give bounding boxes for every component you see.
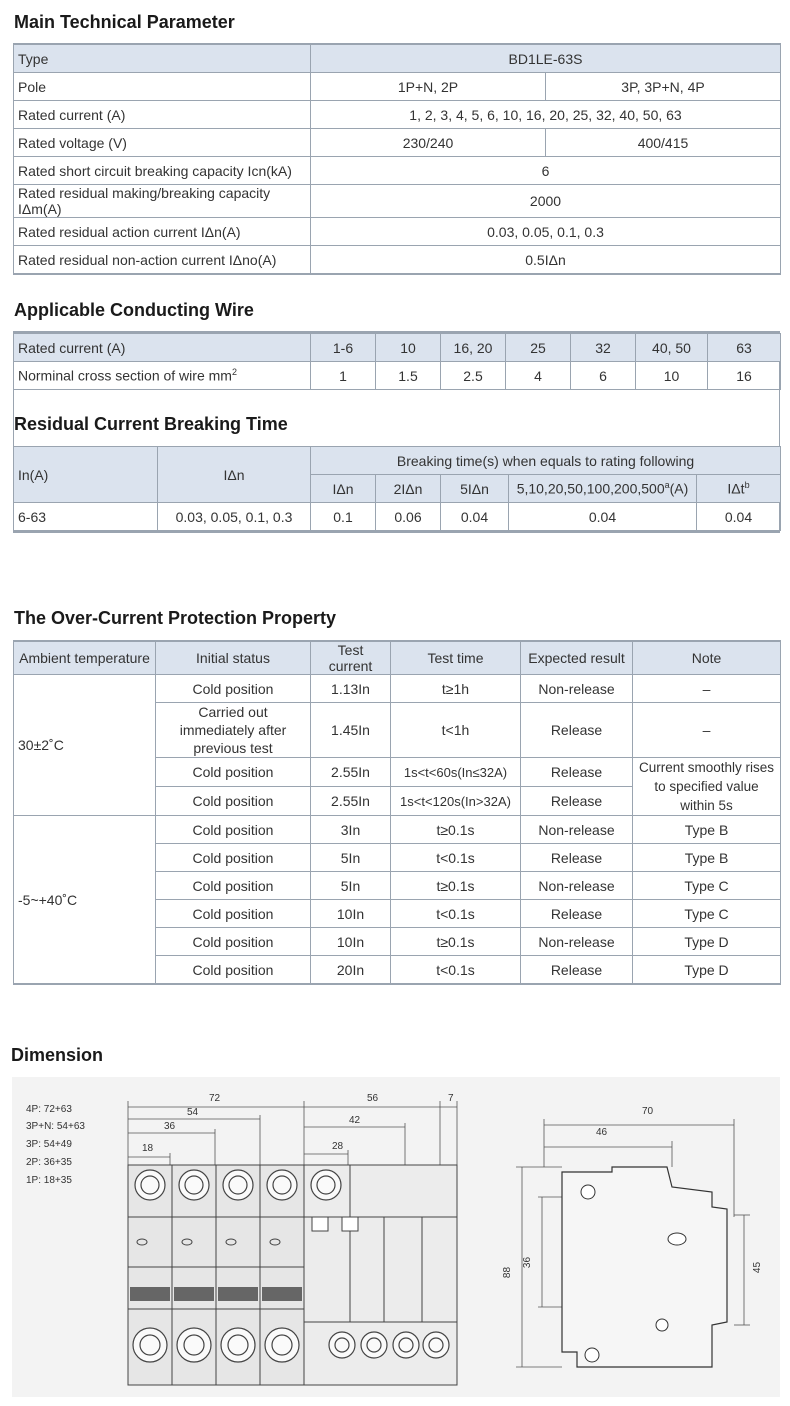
cell-value: t≥0.1s bbox=[391, 872, 521, 900]
cell-value: t≥0.1s bbox=[391, 928, 521, 956]
cell-value: 0.04 bbox=[697, 503, 781, 531]
cell-value: 0.03, 0.05, 0.1, 0.3 bbox=[311, 218, 781, 246]
dim-front-0: 72 bbox=[209, 1093, 221, 1104]
cell-value: 10In bbox=[311, 928, 391, 956]
cell-label: Pole bbox=[14, 73, 311, 101]
cell-value: 16, 20 bbox=[441, 334, 506, 362]
table-row bbox=[14, 246, 781, 275]
dimension-title: Dimension bbox=[11, 1045, 104, 1065]
cell-value: 25 bbox=[506, 334, 571, 362]
cell-value: 10In bbox=[311, 900, 391, 928]
table-row bbox=[14, 816, 781, 844]
dim-side-2: 88 bbox=[502, 1266, 514, 1279]
cell-value: 6-63 bbox=[14, 503, 158, 531]
cell-value: BD1LE-63S bbox=[311, 44, 781, 73]
cell-value: 1-6 bbox=[311, 334, 376, 362]
cell-header: In(A) bbox=[14, 447, 158, 503]
cell-note: Type C bbox=[633, 900, 781, 928]
cell-value: 6 bbox=[311, 157, 781, 185]
superscript: 2 bbox=[231, 367, 237, 378]
table-row bbox=[14, 73, 781, 101]
cell-label: Rated residual action current IΔn(A) bbox=[14, 218, 311, 246]
cell-value: t≥1h bbox=[391, 675, 521, 703]
wire-title: Applicable Conducting Wire bbox=[14, 300, 254, 320]
cell-value: Cold position bbox=[156, 758, 311, 787]
cell-value: Cold position bbox=[156, 787, 311, 816]
main-parameter-title: Main Technical Parameter bbox=[14, 12, 235, 32]
cell-note: Type D bbox=[633, 928, 781, 956]
cell-value: 3P, 3P+N, 4P bbox=[546, 73, 781, 101]
cell-value: Cold position bbox=[156, 872, 311, 900]
cell-value: 2000 bbox=[311, 185, 781, 218]
dim-front-7: 18 bbox=[142, 1143, 154, 1154]
cell-value: 1.5 bbox=[376, 362, 441, 390]
dim-front-1: 56 bbox=[367, 1093, 379, 1104]
cell-value: t<1h bbox=[391, 703, 521, 758]
main-parameter-table bbox=[13, 43, 781, 275]
cell-value: Release bbox=[521, 956, 633, 985]
cell-header: 5IΔn bbox=[441, 475, 509, 503]
cell-value: 10 bbox=[636, 362, 708, 390]
table-row bbox=[14, 675, 781, 703]
header-suffix: (A) bbox=[669, 480, 689, 497]
cell-header: Expected result bbox=[521, 641, 633, 675]
dim-front-4: 42 bbox=[349, 1115, 361, 1126]
cell-value: Release bbox=[521, 844, 633, 872]
cell-value: Cold position bbox=[156, 900, 311, 928]
cell-note: Type B bbox=[633, 816, 781, 844]
legend-4p: 4P: 72+63 bbox=[26, 1104, 72, 1115]
cell-value: Release bbox=[521, 703, 633, 758]
cell-label: Rated residual non-action current IΔno(A) bbox=[14, 246, 311, 275]
cell-value: 40, 50 bbox=[636, 334, 708, 362]
cell-value: 0.1 bbox=[311, 503, 376, 531]
table-row bbox=[14, 218, 781, 246]
table-row bbox=[14, 447, 781, 475]
cell-value: 230/240 bbox=[311, 129, 546, 157]
cell-value: 400/415 bbox=[546, 129, 781, 157]
cell-value: t<0.1s bbox=[391, 900, 521, 928]
table-row bbox=[14, 334, 781, 362]
table-row bbox=[14, 129, 781, 157]
legend-3p: 3P: 54+49 bbox=[26, 1139, 72, 1150]
dim-front-2: 7 bbox=[448, 1093, 454, 1104]
dim-side-0: 70 bbox=[642, 1106, 654, 1117]
cell-header: Test time bbox=[391, 641, 521, 675]
cell-value: 32 bbox=[571, 334, 636, 362]
cell-value: 16 bbox=[708, 362, 781, 390]
cell-note: Type C bbox=[633, 872, 781, 900]
wire-cross-section-label: Norminal cross section of wire mm bbox=[18, 367, 232, 384]
cell-label: Rated short circuit breaking capacity Icn(kA) bbox=[14, 157, 311, 185]
cell-value: 1P+N, 2P bbox=[311, 73, 546, 101]
cell-value: Release bbox=[521, 787, 633, 816]
cell-value: Non-release bbox=[521, 816, 633, 844]
cell-value: 5In bbox=[311, 844, 391, 872]
legend-2p: 2P: 36+35 bbox=[26, 1157, 72, 1168]
overcurrent-table bbox=[13, 640, 781, 985]
cell-value: t<0.1s bbox=[391, 956, 521, 985]
cell-value: 2.55In bbox=[311, 758, 391, 787]
cell-value: 63 bbox=[708, 334, 781, 362]
dim-side-3: 36 bbox=[522, 1256, 534, 1269]
table-row bbox=[14, 503, 781, 531]
cell-value: 1s<t<120s(In>32A) bbox=[391, 787, 521, 816]
table-row bbox=[14, 185, 781, 218]
dimension-drawing-area bbox=[12, 1077, 780, 1397]
cell-header: Test current bbox=[311, 641, 391, 675]
cell-value: Release bbox=[521, 758, 633, 787]
legend-3pn: 3P+N: 54+63 bbox=[26, 1121, 85, 1132]
dim-front-5: 36 bbox=[164, 1121, 176, 1132]
cell-value: 2.5 bbox=[441, 362, 506, 390]
cell-value: 0.04 bbox=[509, 503, 697, 531]
cell-value: 4 bbox=[506, 362, 571, 390]
cell-value: Non-release bbox=[521, 928, 633, 956]
cell-value: 1.45In bbox=[311, 703, 391, 758]
cell-label: Rated current (A) bbox=[14, 101, 311, 129]
cell-value: 20In bbox=[311, 956, 391, 985]
table-row bbox=[14, 362, 781, 390]
cell-note: Type D bbox=[633, 956, 781, 985]
cell-header: Ambient temperature bbox=[14, 641, 156, 675]
cell-note: Current smoothly rises to specified value within 5s bbox=[633, 758, 781, 816]
cell-note: – bbox=[633, 675, 781, 703]
cell-value: 1, 2, 3, 4, 5, 6, 10, 16, 20, 25, 32, 40, 50, 63 bbox=[311, 101, 781, 129]
cell-label bbox=[14, 362, 311, 390]
cell-value: 5In bbox=[311, 872, 391, 900]
cell-value: 0.03, 0.05, 0.1, 0.3 bbox=[158, 503, 311, 531]
cell-value: 1.13In bbox=[311, 675, 391, 703]
cell-header bbox=[697, 475, 781, 503]
table-row bbox=[14, 44, 781, 73]
cell-temperature: -5~+40˚C bbox=[14, 816, 156, 985]
legend-1p: 1P: 18+35 bbox=[26, 1175, 72, 1186]
cell-value: t<0.1s bbox=[391, 844, 521, 872]
cell-value: Cold position bbox=[156, 844, 311, 872]
cell-note: – bbox=[633, 703, 781, 758]
cell-header: 2IΔn bbox=[376, 475, 441, 503]
cell-value: Cold position bbox=[156, 816, 311, 844]
residual-title: Residual Current Breaking Time bbox=[14, 414, 288, 434]
cell-value: 0.06 bbox=[376, 503, 441, 531]
overcurrent-title: The Over-Current Protection Property bbox=[14, 608, 337, 628]
cell-value: Non-release bbox=[521, 675, 633, 703]
cell-header: Note bbox=[633, 641, 781, 675]
cell-label: Rated current (A) bbox=[14, 334, 311, 362]
cell-value: t≥0.1s bbox=[391, 816, 521, 844]
cell-value: 1s<t<60s(In≤32A) bbox=[391, 758, 521, 787]
cell-value: Release bbox=[521, 900, 633, 928]
dim-side-1: 46 bbox=[596, 1127, 608, 1138]
cell-header bbox=[509, 475, 697, 503]
cell-value: Cold position bbox=[156, 675, 311, 703]
cell-header: Breaking time(s) when equals to rating following bbox=[311, 447, 781, 475]
cell-value: 0.5IΔn bbox=[311, 246, 781, 275]
cell-value: Cold position bbox=[156, 956, 311, 985]
dim-front-3: 54 bbox=[187, 1107, 199, 1118]
table-row bbox=[14, 101, 781, 129]
cell-value: Non-release bbox=[521, 872, 633, 900]
header-text: 5,10,20,50,100,200,500 bbox=[516, 480, 665, 497]
cell-value: Carried out immediately after previous test bbox=[156, 703, 311, 758]
cell-header: IΔn bbox=[311, 475, 376, 503]
cell-header: IΔn bbox=[158, 447, 311, 503]
cell-label: Rated residual making/breaking capacity IΔm(A) bbox=[14, 185, 311, 218]
residual-table bbox=[13, 446, 781, 531]
cell-note: Type B bbox=[633, 844, 781, 872]
side-view-drawing bbox=[502, 1097, 772, 1387]
dim-front-6: 28 bbox=[332, 1141, 344, 1152]
cell-value: Cold position bbox=[156, 928, 311, 956]
cell-value: 3In bbox=[311, 816, 391, 844]
cell-header: Initial status bbox=[156, 641, 311, 675]
superscript: b bbox=[744, 480, 750, 491]
cell-value: 1 bbox=[311, 362, 376, 390]
header-text: IΔt bbox=[727, 480, 745, 497]
cell-label: Type bbox=[14, 44, 311, 73]
dim-side-4: 45 bbox=[752, 1261, 764, 1274]
cell-temperature: 30±2˚C bbox=[14, 675, 156, 816]
superscript: a bbox=[664, 480, 670, 491]
cell-value: 10 bbox=[376, 334, 441, 362]
table-row bbox=[14, 641, 781, 675]
cell-value: 2.55In bbox=[311, 787, 391, 816]
cell-value: 6 bbox=[571, 362, 636, 390]
cell-label: Rated voltage (V) bbox=[14, 129, 311, 157]
cell-value: 0.04 bbox=[441, 503, 509, 531]
table-row bbox=[14, 157, 781, 185]
wire-table bbox=[13, 333, 781, 390]
